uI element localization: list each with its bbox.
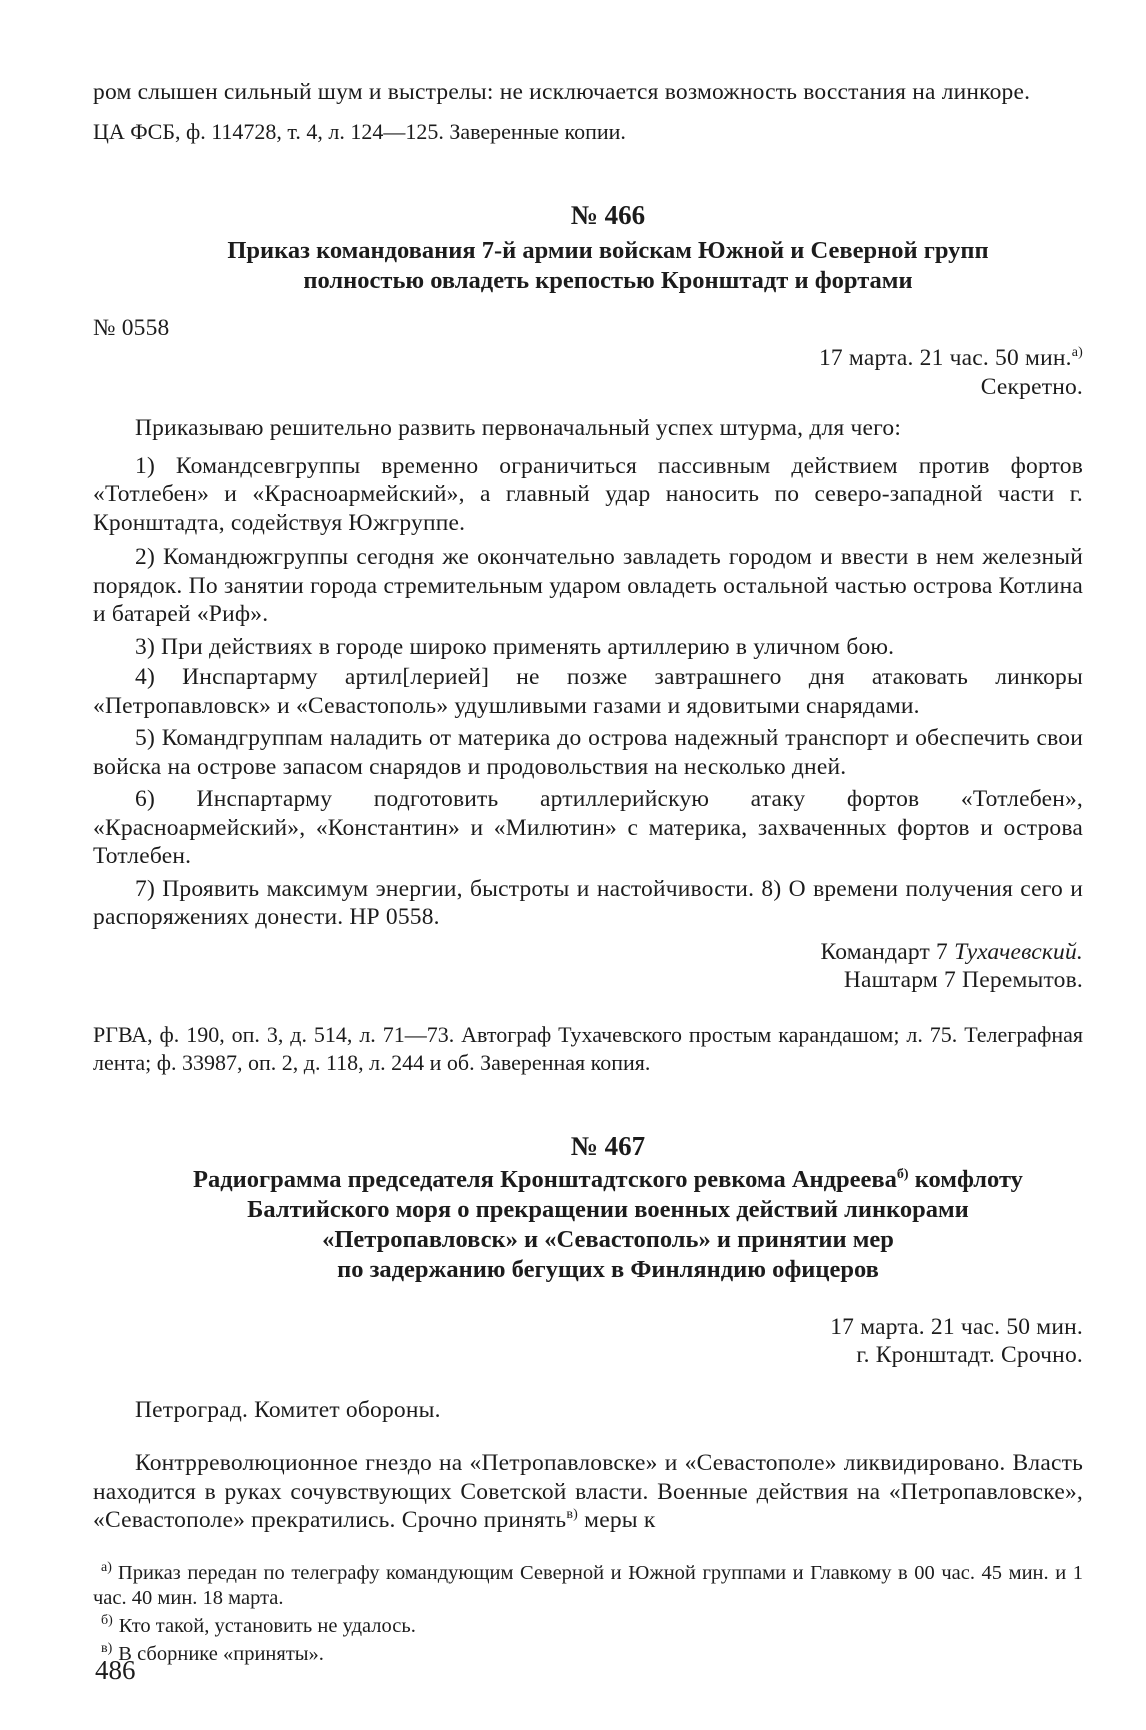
doc467-body-b: меры к <box>578 1507 656 1533</box>
doc467-title-line2: Балтийского моря о прекращении военных действий линкорами <box>247 1195 969 1223</box>
doc466-source: РГВА, ф. 190, оп. 3, д. 514, л. 71—73. Автограф Тухачевского простым карандашом; л. 75. Телеграфная лента; ф. 33987, оп. 2, д. 118, л. 244 и об. Заверенная копия. <box>93 1021 1083 1075</box>
footnote-b-mark: б) <box>101 1612 113 1628</box>
doc466-classification: Секретно. <box>980 373 1083 400</box>
footnote-b-text: Кто такой, установить не удалось. <box>118 1614 416 1637</box>
doc467-title-line3: «Петропавловск» и «Севастополь» и принятии мер <box>322 1225 894 1253</box>
doc466-signature-1-title: Командарт 7 <box>820 938 948 965</box>
doc466-item-1: 1) Командсевгруппы временно ограничиться пассивным действием против фортов «Тотлебен» и «Красноармейский», а главный удар наносить по северо-западной части г. Кронштадта, содействуя Южгруппе. <box>93 452 1083 536</box>
doc466-intro: Приказываю решительно развить первоначальный успех штурма, для чего: <box>135 415 902 441</box>
doc467-title-line1-a: Радиограмма председателя Кронштадтского ревкома Андреева <box>193 1165 897 1193</box>
document-page <box>93 78 1083 1667</box>
doc466-item-4: 4) Инспартарму артил[лерией] не позже завтрашнего дня атаковать линкоры «Петропавловск» и «Севастополь» удушливыми газами и ядовитыми снарядами. <box>93 664 1083 719</box>
footnote-a-text: Приказ передан по телеграфу командующим Северной и Южной группами и Главкому в 00 час. 45 мин. и 1 час. 40 мин. 18 марта. <box>93 1561 1083 1609</box>
doc467-addressee: Петроград. Комитет обороны. <box>135 1396 441 1423</box>
footnote-ref-v: в) <box>566 1507 579 1522</box>
doc467-number: № 467 <box>570 1130 646 1161</box>
footnote-a-mark: а) <box>101 1559 112 1575</box>
doc466-item-5: 5) Командгруппам наладить от материка до острова надежный транспорт и обеспечить свои войска на острове запасом снарядов и продовольствия на несколько дней. <box>93 725 1083 780</box>
continuation-source: ЦА ФСБ, ф. 114728, т. 4, л. 124—125. Заверенные копии. <box>93 118 626 144</box>
doc466-item-3: 3) При действиях в городе широко применять артиллерию в уличном бою. <box>135 633 895 660</box>
doc466-title-line1: Приказ командования 7-й армии войскам Южной и Северной групп <box>227 236 989 264</box>
doc466-signature-2: Наштарм 7 Перемытов. <box>843 967 1083 993</box>
doc467-title-line4: по задержанию бегущих в Финляндию офицеров <box>337 1255 879 1283</box>
doc466-date <box>93 344 1083 373</box>
doc467-title-line1 <box>133 1165 1083 1195</box>
doc466-date-text: 17 марта. 21 час. 50 мин. <box>818 345 1072 371</box>
doc467-title-line1-b: комфлоту <box>908 1165 1023 1193</box>
footnote-ref-a: а) <box>1071 345 1083 360</box>
page-number: 486 <box>95 1655 136 1685</box>
doc466-signature-1-name: Тухачевский. <box>954 938 1083 965</box>
doc466-signature-1 <box>93 938 1083 967</box>
doc466-item-2: 2) Командюжгруппы сегодня же окончательно завладеть городом и ввести в нем железный порядок. По занятии города стремительным ударом овладеть остальной частью острова Котлина и батарей «Риф». <box>93 544 1083 627</box>
footnote-v <box>93 1642 1083 1667</box>
footnote-a <box>93 1561 1083 1611</box>
doc467-body <box>93 1449 1083 1535</box>
doc466-reg-number: № 0558 <box>93 314 170 341</box>
doc466-item-7: 7) Проявить максимум энергии, быстроты и настойчивости. 8) О времени получения сего и распоряжениях донести. НР 0558. <box>93 875 1083 930</box>
doc467-body-a: Контрреволюционное гнездо на «Петропавловске» и «Севастополе» ликвидировано. Власть находится в руках сочувствующих Советской власти. Военные действия на «Петропавловске», «Севастополе» прекратились. Срочно принять <box>93 1450 1083 1533</box>
doc466-title-line2: полностью овладеть крепостью Кронштадт и фортами <box>303 266 913 294</box>
doc467-date: 17 марта. 21 час. 50 мин. <box>830 1313 1083 1340</box>
doc466-number: № 466 <box>570 199 646 230</box>
footnotes <box>93 1561 1083 1667</box>
doc466-item-6: 6) Инспартарму подготовить артиллерийскую атаку фортов «Тотлебен», «Красноармейский», «Константин» и «Милютин» с материка, захваченных фортов и острова Тотлебен. <box>93 786 1083 869</box>
footnote-v-mark: в) <box>101 1640 113 1656</box>
doc467-place: г. Кронштадт. Срочно. <box>856 1342 1083 1368</box>
continuation-text: ром слышен сильный шум и выстрелы: не исключается возможность восстания на линкоре. <box>93 79 1031 105</box>
footnote-b <box>93 1614 1083 1639</box>
footnote-v-text: В сборнике «приняты». <box>118 1642 324 1665</box>
footnote-ref-b: б) <box>896 1166 909 1182</box>
